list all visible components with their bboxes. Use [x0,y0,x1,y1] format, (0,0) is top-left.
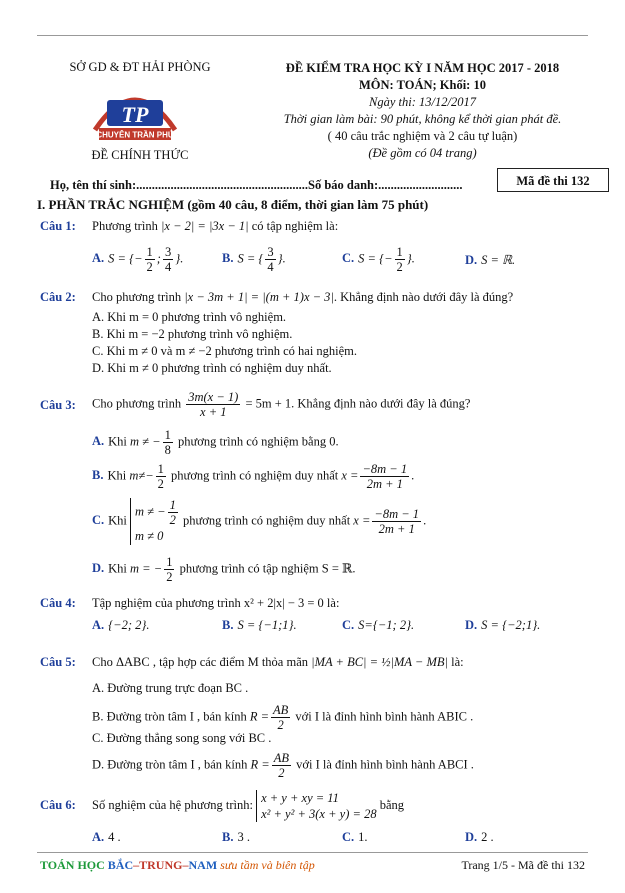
option-a[interactable]: A. {−2; 2}. [92,618,150,632]
option-b[interactable]: B. Khi m = −2 phương trình vô nghiệm. [92,327,293,341]
question-5: Câu 5: Cho ΔABC , tập hợp các điểm M thỏa mãn |MA + BC| = ½|MA − MB| là: A. Đường trung trực đoạn BC . B. Đường tròn tâm I , bán kính R = $\frac{AB}{2}$ với I là đỉnh hình bình hành ABIC . C. Đường thẳng song song với BC . D. Đường tròn tâm I , bán kính R = $\frac{AB}{2}$ với I là đỉnh hình bình hành ABCI . [40,655,474,780]
option-a[interactable]: A. 4 . [92,830,121,844]
option-d[interactable]: D. S = {−2;1}. [465,618,541,632]
question-label: Câu 1: [40,219,76,233]
footer-rule [37,852,588,853]
option-d[interactable]: D. 2 . [465,830,494,844]
option-a[interactable]: A. Khi m ≠ − $\frac{1}{8}$ phương trình có nghiệm bằng 0. [92,428,339,457]
option-c[interactable]: C. Khi m ≠ 0 và m ≠ −2 phương trình có hai nghiệm. [92,344,358,358]
question-6: Câu 6: Số nghiệm của hệ phương trình: x + y + xy = 11 x² + y² + 3(x + y) = 28 bằng A. 4 . B. 3 . C. 1. D. 2 . [40,791,494,844]
logo-icon [85,80,185,142]
option-c[interactable]: C. Đường thẳng song song với BC . [92,731,272,745]
question-4: Câu 4: Tập nghiệm của phương trình x² + 2|x| − 3 = 0 là: A. {−2; 2}. B. S = {−1;1}. C. S={−1; 2}. D. S = {−2;1}. [40,596,541,632]
department: SỞ GD & ĐT HẢI PHÒNG [69,60,211,74]
logo-text: CHUYÊN TRẦN PHÚ [96,130,174,140]
option-b[interactable]: B. Khi m≠− $\frac{1}{2}$ phương trình có nghiệm duy nhất x = $\frac{-8m - 1}{2m + 1}$ . [92,462,415,491]
section-title: I. PHẦN TRẮC NGHIỆM (gồm 40 câu, 8 điểm, thời gian làm 75 phút) [37,197,429,212]
option-d[interactable]: D. Khi m ≠ 0 phương trình có nghiệm duy nhất. [92,361,332,375]
option-a[interactable]: A. Khi m = 0 phương trình vô nghiệm. [92,310,287,324]
option-b[interactable]: B. S = { $\frac{3}{4}$ }. [222,245,286,274]
exam-title: ĐỀ KIỂM TRA HỌC KỲ I NĂM HỌC 2017 - 2018 [285,61,560,75]
option-b[interactable]: B. S = {−1;1}. [222,618,297,632]
question-1: Câu 1: Phương trình |x − 2| = |3x − 1| có tập nghiệm là: A. S = {− $\frac{1}{2}$ ; $\frac{3}{4}$ }. B. S = { $\frac{3}{4}$ }. C. S = {− $\frac{1}{2}$ }. D. S = ℝ. [40,219,516,274]
school-logo [85,80,185,142]
footer-brand: TOÁN HỌC BẮC–TRUNG–NAM sưu tầm và biên tập [40,858,315,872]
footer-page: Trang 1/5 - Mã đề thi 132 [461,858,585,872]
top-rule [37,35,588,36]
exam-pages: (Đề gồm có 04 trang) [368,146,477,160]
option-c[interactable]: C. S={−1; 2}. [342,618,415,632]
student-line: Họ, tên thí sinh:.......................................................Số báo danh:........................... [50,178,463,192]
exam-duration: Thời gian làm bài: 90 phút, không kể thời gian phát đề. [283,112,562,126]
option-d[interactable]: D. S = ℝ. [465,253,516,267]
option-b[interactable]: B. 3 . [222,830,250,844]
option-b[interactable]: B. Đường tròn tâm I , bán kính R = $\frac{AB}{2}$ với I là đỉnh hình bình hành ABIC . [92,703,474,732]
subject: MÔN: TOÁN; Khối: 10 [359,78,486,92]
logo-letters: TP [121,102,149,127]
option-a[interactable]: A. Đường trung trực đoạn BC . [92,681,249,695]
option-c[interactable]: C. S = {− $\frac{1}{2}$ }. [342,245,415,274]
question-2: Câu 2: Cho phương trình |x − 3m + 1| = |(m + 1)x − 3|. Khẳng định nào dưới đây là đúng? A. Khi m = 0 phương trình vô nghiệm. B. Khi m = −2 phương trình vô nghiệm. C. Khi m ≠ 0 và m ≠ −2 phương trình có hai nghiệm. D. Khi m ≠ 0 phương trình có nghiệm duy nhất. [40,290,514,375]
option-c[interactable]: C. Khi m ≠ − $\frac{1}{2}$ m ≠ 0 phương trình có nghiệm duy nhất x = $\frac{-8m - 1}{2m + 1}$ . [92,498,427,543]
exam-code-box: Mã đề thi 132 [497,168,609,192]
option-a[interactable]: A. S = {− $\frac{1}{2}$ ; $\frac{3}{4}$ }. [92,245,184,274]
exam-header [250,60,595,162]
option-d[interactable]: D. Đường tròn tâm I , bán kính R = $\frac{AB}{2}$ với I là đỉnh hình bình hành ABCI . [92,751,474,780]
option-d[interactable]: D. Khi m = − $\frac{1}{2}$ phương trình có tập nghiệm S = ℝ. [92,555,356,584]
option-c[interactable]: C. 1. [342,830,368,844]
question-3: Câu 3: Cho phương trình $\frac{3m(x - 1)}{x + 1}$ = 5m + 1. Khẳng định nào dưới đây là đúng? A. Khi m ≠ − $\frac{1}{8}$ phương trình có nghiệm bằng 0. B. Khi m≠− $\frac{1}{2}$ phương trình có nghiệm duy nhất x = $\frac{-8m - 1}{2m + 1}$ . C. Khi m ≠ − $\frac{1}{2}$ m ≠ 0 phương trình có nghiệm duy nhất x = $\frac{-8m - 1}{2m + 1}$ . D. Khi m = − $\frac{1}{2}$ phương trình có tập nghiệm S = ℝ. [40,390,471,584]
exam-date: Ngày thi: 13/12/2017 [369,95,476,109]
official-label: ĐỀ CHÍNH THỨC [91,148,189,162]
exam-composition: ( 40 câu trắc nghiệm và 2 câu tự luận) [327,129,518,143]
